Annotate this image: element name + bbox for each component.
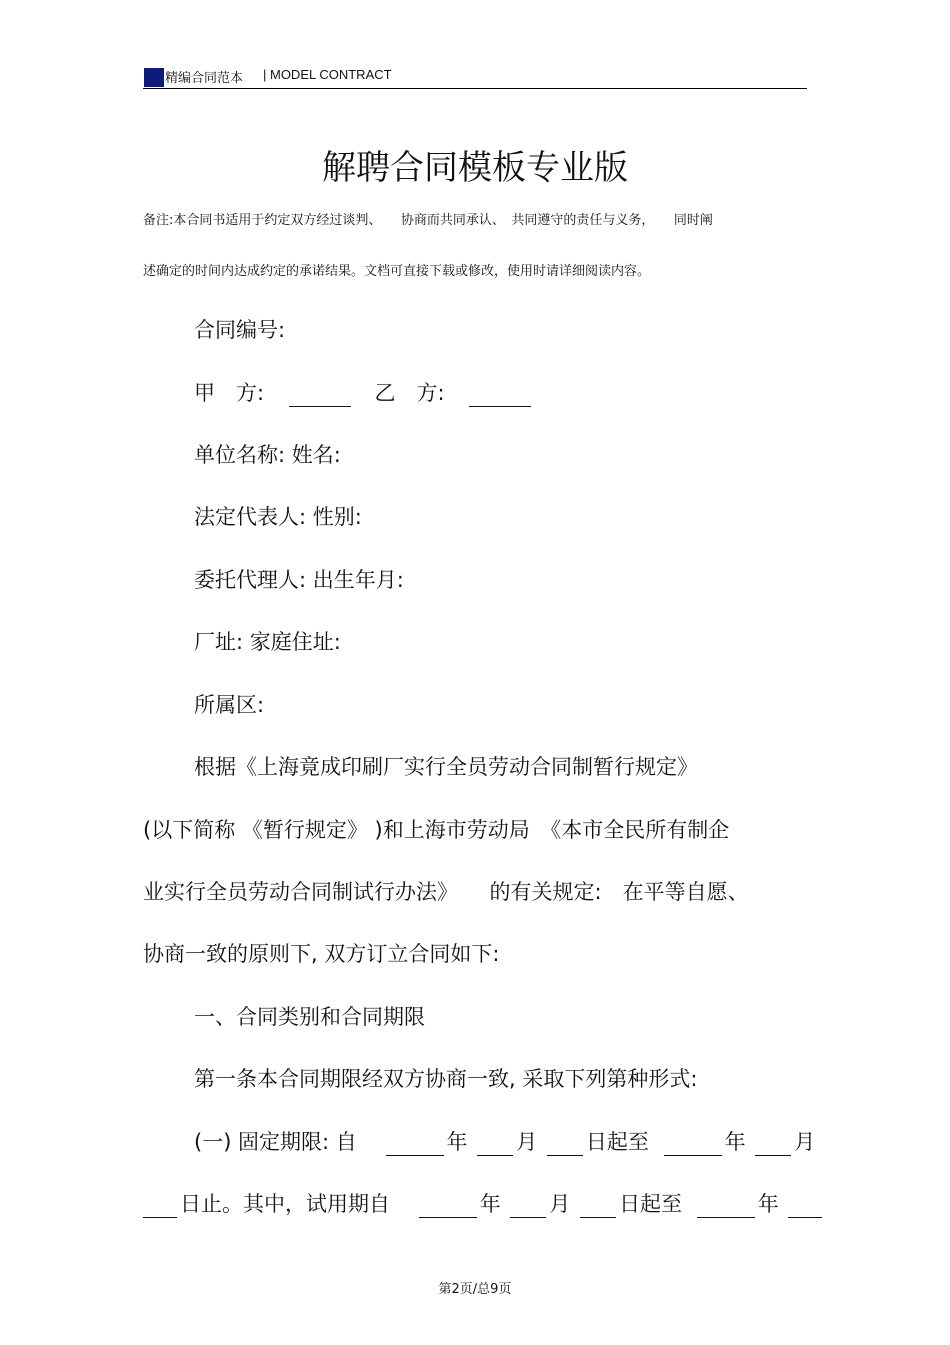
probation-start-year-blank	[419, 1197, 477, 1218]
legal-rep-line: 法定代表人: 性别:	[194, 505, 362, 529]
year-label: 年	[446, 1130, 468, 1154]
month-label-3: 月	[549, 1192, 571, 1216]
end-and-probation-line	[143, 1188, 825, 1218]
model-contract-label: | MODEL CONTRACT	[263, 67, 392, 82]
year-label-2: 年	[724, 1130, 746, 1154]
section-heading-1: 一、合同类别和合同期限	[194, 1005, 425, 1029]
month-label-2: 月	[794, 1130, 816, 1154]
paragraph-line-2: (以下简称 《暂行规定》 )和上海市劳动局 《本市全民所有制企	[143, 818, 730, 842]
party-b-label: 乙 方:	[374, 381, 445, 405]
year-label-4: 年	[757, 1192, 779, 1216]
fixed-term-line	[194, 1126, 815, 1156]
unit-name-line: 单位名称: 姓名:	[194, 443, 341, 467]
party-a-blank	[289, 386, 351, 407]
paragraph-line-1: 根据《上海竟成印刷厂实行全员劳动合同制暂行规定》	[194, 755, 698, 779]
party-a-label: 甲 方:	[194, 381, 265, 405]
paragraph-line-3: 业实行全员劳动合同制试行办法》 的有关规定: 在平等自愿、	[143, 880, 749, 904]
month-label: 月	[516, 1130, 538, 1154]
day-from-label-2: 日起至	[619, 1192, 683, 1216]
end-month-blank	[755, 1135, 791, 1156]
header-divider	[143, 88, 807, 89]
page-number: 第2页/总9页	[438, 1282, 512, 1297]
start-year-blank	[386, 1135, 444, 1156]
start-month-blank	[477, 1135, 513, 1156]
district-line: 所属区:	[194, 693, 265, 717]
probation-start-month-blank	[510, 1197, 546, 1218]
article-1: 第一条本合同期限经双方协商一致, 采取下列第种形式:	[194, 1067, 698, 1091]
address-line: 厂址: 家庭住址:	[194, 630, 341, 654]
probation-end-month-blank	[788, 1197, 822, 1218]
start-day-blank	[547, 1135, 583, 1156]
document-title: 解聘合同模板专业版	[322, 148, 628, 188]
end-year-blank	[664, 1135, 722, 1156]
day-from-label: 日起至	[585, 1130, 649, 1154]
note-line-1: 备注:本合同书适用于约定双方经过谈判、 协商而共同承认、 共同遵守的责任与义务， 同时阐	[143, 213, 713, 228]
day-end-label: 日止。其中，试用期自	[180, 1192, 390, 1216]
paragraph-line-4: 协商一致的原则下, 双方订立合同如下:	[143, 942, 500, 966]
note-line-2: 述确定的时间内达成约定的承诺结果。文档可直接下载或修改，使用时请详细阅读内容。	[143, 264, 651, 279]
brand-logo-icon	[144, 68, 164, 87]
party-b-blank	[469, 386, 531, 407]
parties-line	[194, 377, 534, 407]
fixed-term-label: (一) 固定期限: 自	[194, 1130, 357, 1154]
year-label-3: 年	[479, 1192, 501, 1216]
page-header	[143, 64, 807, 88]
probation-start-day-blank	[580, 1197, 616, 1218]
end-day-blank	[143, 1197, 177, 1218]
contract-number-label: 合同编号:	[194, 318, 286, 342]
probation-end-year-blank	[697, 1197, 755, 1218]
agent-line: 委托代理人: 出生年月:	[194, 568, 404, 592]
brand-text: 精编合同范本	[165, 71, 244, 86]
